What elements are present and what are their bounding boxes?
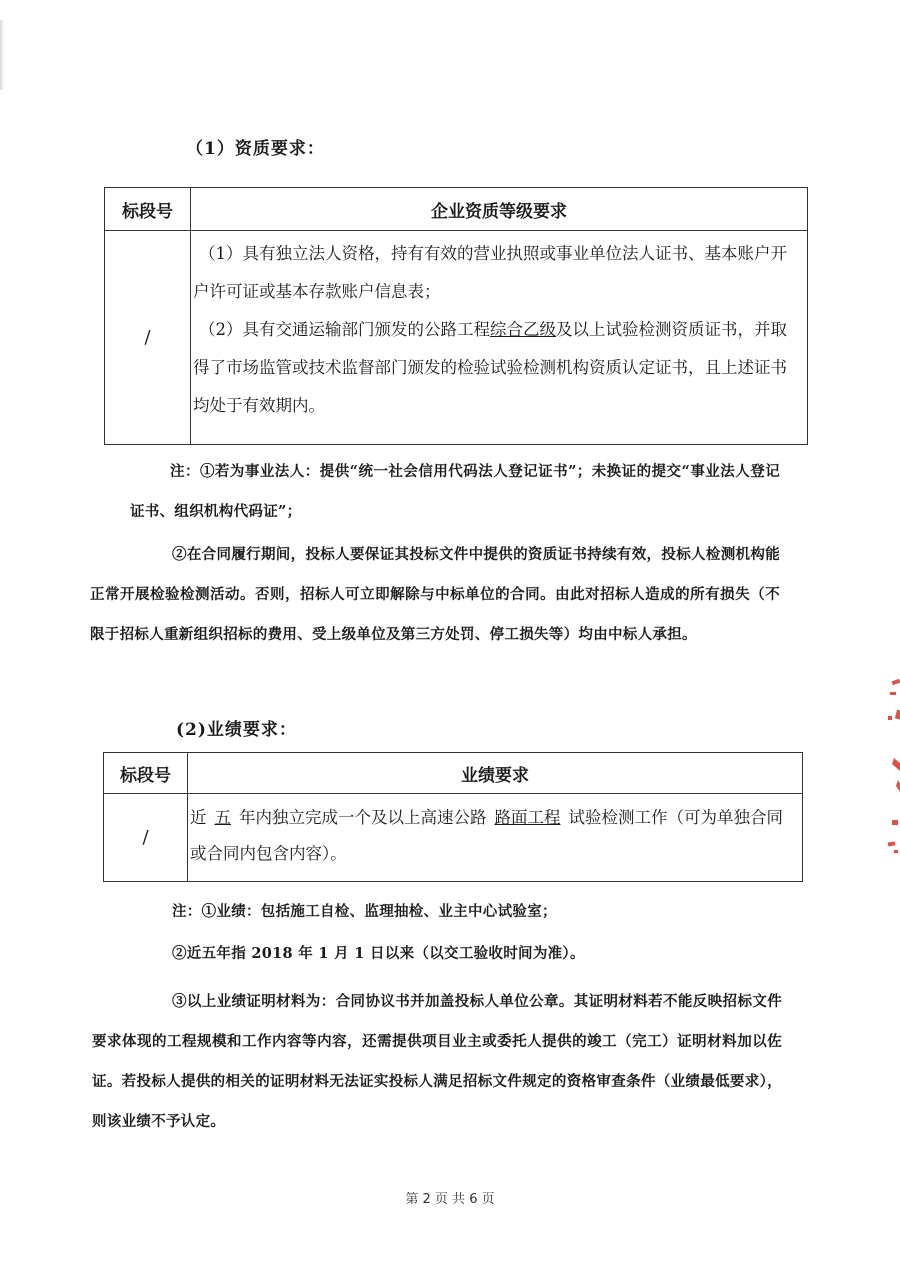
performance-note-1: 注：①业绩：包括施工自检、监理抽检、业主中心试验室；: [172, 903, 557, 920]
work-scope-value: 路面工程: [494, 808, 561, 827]
years-value: 五: [214, 808, 231, 827]
item2-text-b: 及以上试验检测资质证书，并取得了市场监管或技术监督部门颁发的检验试验检测机构资质认定证书，且上述证书均处于有效期内。: [193, 320, 787, 415]
performance-note-2: ②近五年指 2018 年 1 月 1 日以来（以交工验收时间为准）。: [172, 945, 585, 962]
qualification-cell: [191, 231, 808, 445]
segment-cell: /: [104, 794, 188, 882]
qualification-grade: 综合乙级: [490, 320, 556, 339]
qualification-table: [104, 187, 808, 445]
col-segment-header: 标段号: [105, 188, 191, 231]
table-header-row: [104, 753, 803, 794]
performance-cell: [188, 794, 803, 882]
performance-note-3: ③以上业绩证明材料为：合同协议书并加盖投标人单位公章。其证明材料若不能反映招标文件要求体现的工程规模和工作内容等内容，还需提供项目业主或委托人提供的竣工（完工）证明材料加以佐证。若投标人提供的相关的证明材料无法证实投标人满足招标文件规定的资格审查条件（业绩最低要求），则该业绩不予认定。: [92, 993, 782, 1130]
col-performance-header: 业绩要求: [188, 753, 803, 794]
qualification-note-2: ②在合同履行期间，投标人要保证其投标文件中提供的资质证书持续有效，投标人检测机构能正常开展检验检测活动。否则，招标人可立即解除与中标单位的合同。由此对招标人造成的所有损失（不限于招标人重新组织招标的费用、受上级单位及第三方处罚、停工损失等）均由中标人承担。: [90, 546, 780, 643]
qualification-note-1: 注：①若为事业法人：提供“统一社会信用代码法人登记证书”；未换证的提交“事业法人登记证书、组织机构代码证”；: [130, 463, 780, 520]
section2-heading: (2)业绩要求：: [176, 720, 297, 740]
perf-text-a: 近: [190, 808, 207, 827]
section1-heading: （1）资质要求：: [186, 139, 325, 159]
col-segment-header: 标段号: [104, 753, 188, 794]
item2-text-a: （2）具有交通运输部门颁发的公路工程: [199, 320, 490, 339]
table-header-row: [105, 188, 808, 231]
table-row: [104, 794, 803, 882]
segment-cell: /: [105, 231, 191, 445]
perf-text-b: 年内独立完成一个及以上高速公路: [239, 808, 487, 827]
red-seal-fragment: [878, 670, 900, 870]
scan-edge-shadow: [0, 20, 4, 90]
qualification-item-2: [193, 311, 803, 425]
qualification-item-1: （1）具有独立法人资格，持有有效的营业执照或事业单位法人证书、基本账户开户许可证或基本存款账户信息表；: [193, 244, 787, 301]
table-row: [105, 231, 808, 445]
performance-table: [103, 752, 803, 882]
page-number-footer: 第 2 页 共 6 页: [405, 1192, 495, 1207]
col-qualification-header: 企业资质等级要求: [191, 188, 808, 231]
perf-text-c: 试验检测工作（可为单独合同或合同内包含内容）。: [190, 808, 783, 863]
